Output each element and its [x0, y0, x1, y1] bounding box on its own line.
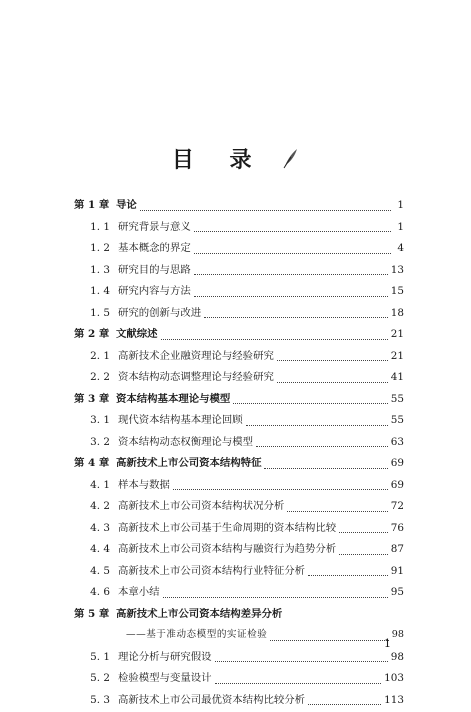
- toc-entry-title: 研究内容与方法: [118, 282, 191, 297]
- toc-entry-title: 本章小结: [118, 583, 160, 598]
- toc-entry-number: 第 3 章: [74, 390, 116, 405]
- toc-entry-number: 2. 2: [74, 371, 118, 383]
- toc-entry-page: 4: [394, 242, 404, 254]
- dot-leader: [287, 504, 388, 512]
- toc-entry-page: 63: [391, 436, 404, 448]
- toc-entry-number: 5. 2: [74, 672, 118, 684]
- toc-entry-title: 样本与数据: [118, 476, 170, 491]
- toc-entry-number: 4. 4: [74, 543, 118, 555]
- toc-entry-number: 3. 2: [74, 436, 118, 448]
- toc-entry-title: 研究目的与思路: [118, 261, 191, 276]
- dot-leader: [246, 418, 388, 426]
- dot-leader: [277, 353, 388, 361]
- dot-leader: [308, 568, 388, 576]
- toc-entry-number: 4. 3: [74, 522, 118, 534]
- table-of-contents: [74, 196, 404, 712]
- toc-entry-page: 41: [391, 371, 404, 383]
- toc-chapter-row[interactable]: [74, 325, 404, 347]
- dot-leader: [277, 375, 388, 383]
- toc-entry-title: 研究背景与意义: [118, 218, 191, 233]
- toc-entry-page: 69: [391, 457, 404, 469]
- dot-leader: [308, 697, 381, 705]
- toc-section-row[interactable]: [74, 519, 404, 541]
- toc-entry-number: 2. 1: [74, 350, 118, 362]
- toc-entry-title: 研究的创新与改进: [118, 304, 201, 319]
- toc-chapter-row[interactable]: [74, 196, 404, 218]
- toc-section-row[interactable]: [74, 239, 404, 261]
- toc-entry-title: 高新技术上市公司最优资本结构比较分析: [118, 691, 305, 706]
- toc-entry-title: 资本结构基本理论与模型: [116, 390, 230, 405]
- toc-chapter-row[interactable]: [74, 605, 404, 627]
- toc-entry-number: 1. 4: [74, 285, 118, 297]
- toc-entry-title: ——基于准动态模型的实证检验: [126, 626, 267, 640]
- toc-section-row[interactable]: [74, 304, 404, 326]
- toc-entry-title: 文献综述: [116, 325, 158, 340]
- toc-entry-page: 1: [394, 199, 404, 211]
- toc-entry-page: 72: [391, 500, 404, 512]
- toc-entry-number: 第 5 章: [74, 605, 116, 620]
- toc-entry-title: 基本概念的界定: [118, 239, 191, 254]
- dot-leader: [339, 547, 388, 555]
- toc-entry-number: 1. 1: [74, 221, 118, 233]
- toc-entry-title: 高新技术上市公司基于生命周期的资本结构比较: [118, 519, 336, 534]
- toc-entry-title: 导论: [116, 196, 137, 211]
- toc-entry-title: 高新技术上市公司资本结构特征: [116, 454, 261, 469]
- toc-entry-page: 55: [391, 414, 404, 426]
- toc-section-row[interactable]: [74, 648, 404, 670]
- toc-entry-number: 第 4 章: [74, 454, 116, 469]
- dot-leader: [161, 332, 388, 340]
- toc-section-row[interactable]: [74, 669, 404, 691]
- toc-entry-page: 98: [391, 651, 404, 663]
- feather-icon: [281, 147, 299, 169]
- toc-entry-page: 15: [391, 285, 404, 297]
- toc-entry-number: 1. 5: [74, 307, 118, 319]
- toc-entry-number: 4. 1: [74, 479, 118, 491]
- toc-section-row[interactable]: [74, 626, 404, 648]
- toc-entry-number: 第 2 章: [74, 325, 116, 340]
- toc-entry-page: 95: [391, 586, 404, 598]
- toc-section-row[interactable]: [74, 540, 404, 562]
- toc-entry-title: 资本结构动态权衡理论与模型: [118, 433, 253, 448]
- toc-section-row[interactable]: [74, 282, 404, 304]
- dot-leader: [194, 224, 391, 232]
- toc-entry-number: 4. 6: [74, 586, 118, 598]
- dot-leader: [163, 590, 388, 598]
- toc-section-row[interactable]: [74, 411, 404, 433]
- dot-leader: [194, 246, 391, 254]
- title-text: 目 录: [172, 147, 266, 173]
- toc-entry-title: 高新技术企业融资理论与经验研究: [118, 347, 274, 362]
- toc-entry-page: 55: [391, 393, 404, 405]
- toc-entry-page: 21: [391, 350, 404, 362]
- dot-leader: [215, 676, 382, 684]
- dot-leader: [204, 310, 388, 318]
- dot-leader: [215, 654, 388, 662]
- dot-leader: [285, 612, 391, 619]
- dot-leader: [194, 267, 388, 275]
- toc-entry-page: 1: [394, 221, 404, 233]
- toc-entry-title: 理论分析与研究假设: [118, 648, 212, 663]
- toc-chapter-row[interactable]: [74, 454, 404, 476]
- toc-entry-number: 3. 1: [74, 414, 118, 426]
- toc-entry-page: 76: [391, 522, 404, 534]
- toc-entry-page: 18: [391, 307, 404, 319]
- toc-entry-number: 1. 2: [74, 242, 118, 254]
- toc-chapter-row[interactable]: [74, 390, 404, 412]
- dot-leader: [256, 439, 388, 447]
- toc-entry-page: 69: [391, 479, 404, 491]
- toc-entry-page: 87: [391, 543, 404, 555]
- dot-leader: [194, 289, 388, 297]
- toc-entry-number: 5. 3: [74, 694, 118, 706]
- toc-section-row[interactable]: [74, 261, 404, 283]
- toc-entry-title: 资本结构动态调整理论与经验研究: [118, 368, 274, 383]
- toc-entry-title: 高新技术上市公司资本结构与融资行为趋势分析: [118, 540, 336, 555]
- toc-entry-title: 高新技术上市公司资本结构差异分析: [116, 605, 282, 620]
- dot-leader: [140, 203, 391, 211]
- toc-entry-number: 4. 5: [74, 565, 118, 577]
- toc-entry-number: 5. 1: [74, 651, 118, 663]
- dot-leader: [233, 396, 387, 404]
- toc-entry-title: 检验模型与变量设计: [118, 669, 212, 684]
- toc-entry-title: 高新技术上市公司资本结构行业特征分析: [118, 562, 305, 577]
- page-number: 1: [384, 637, 391, 650]
- toc-entry-page: 91: [391, 565, 404, 577]
- toc-section-row[interactable]: [74, 583, 404, 605]
- toc-entry-number: 1. 3: [74, 264, 118, 276]
- dot-leader: [264, 461, 387, 469]
- toc-section-row[interactable]: [74, 562, 404, 584]
- toc-section-row[interactable]: [74, 218, 404, 240]
- toc-entry-title: 高新技术上市公司资本结构状况分析: [118, 497, 284, 512]
- toc-section-row[interactable]: [74, 476, 404, 498]
- page-title: [0, 143, 471, 174]
- toc-section-row[interactable]: [74, 347, 404, 369]
- toc-section-row[interactable]: [74, 497, 404, 519]
- toc-entry-title: 现代资本结构基本理论回顾: [118, 411, 243, 426]
- toc-section-row[interactable]: [74, 433, 404, 455]
- toc-entry-page: 113: [384, 694, 404, 706]
- dot-leader: [173, 482, 388, 490]
- toc-entry-page: 13: [391, 264, 404, 276]
- toc-entry-page: 103: [384, 672, 404, 684]
- toc-entry-number: 第 1 章: [74, 196, 116, 211]
- toc-section-row[interactable]: [74, 691, 404, 712]
- toc-section-row[interactable]: [74, 368, 404, 390]
- dot-leader: [270, 633, 388, 641]
- dot-leader: [339, 525, 388, 533]
- toc-entry-page: 98: [392, 629, 404, 640]
- toc-entry-page: 21: [391, 328, 404, 340]
- toc-entry-number: 4. 2: [74, 500, 118, 512]
